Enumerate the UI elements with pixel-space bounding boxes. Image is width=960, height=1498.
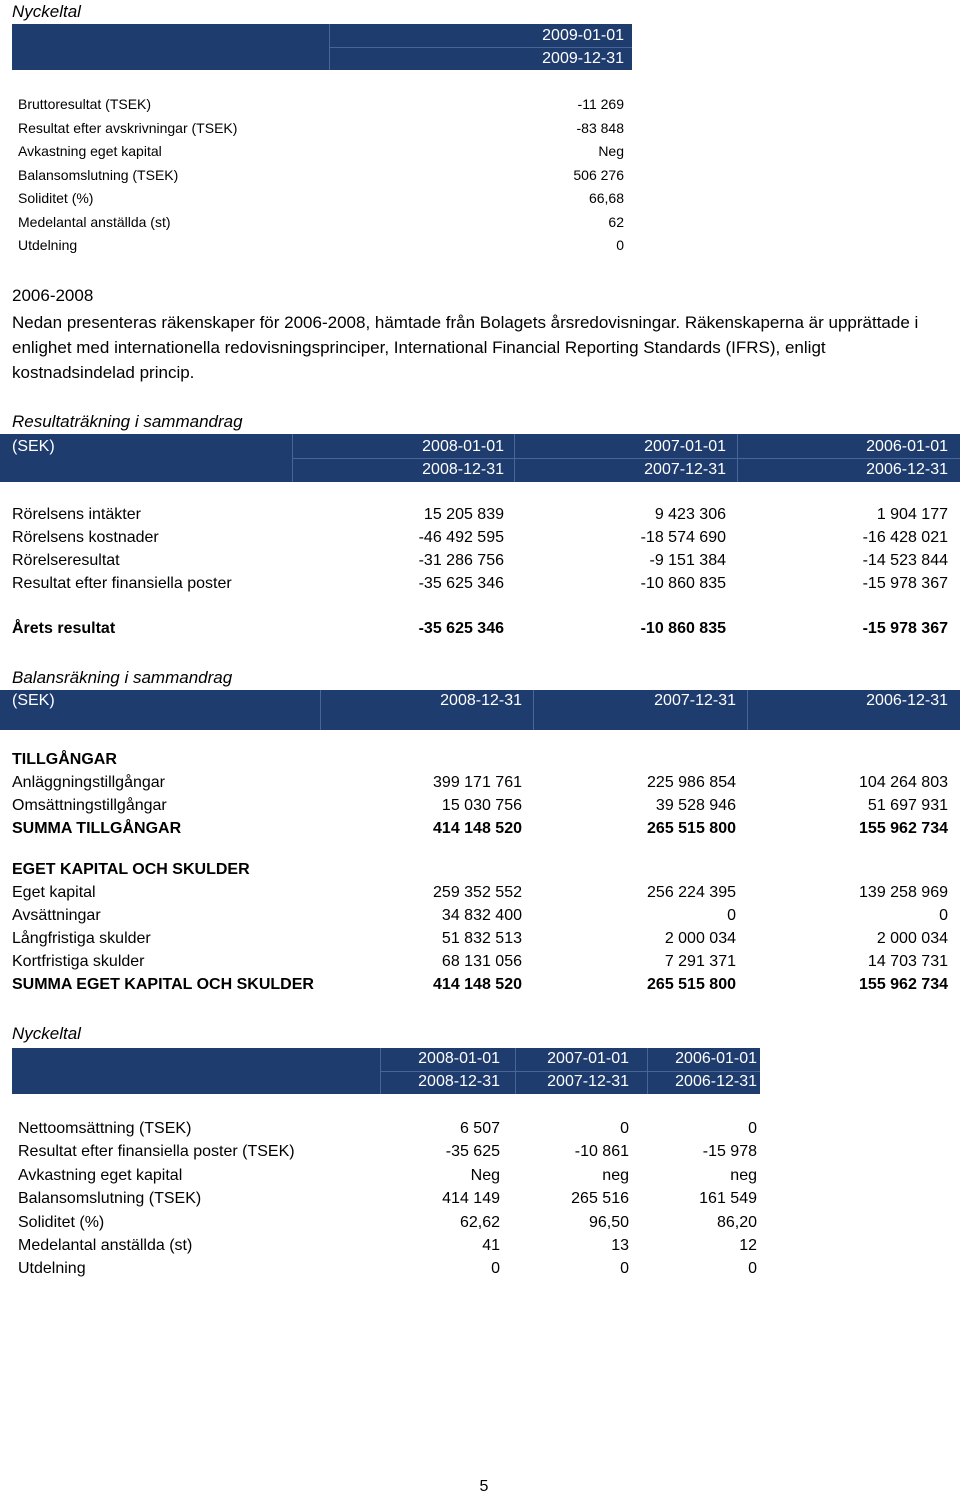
row-value: 39 528 946 — [655, 797, 736, 814]
intro-paragraph: Nedan presenteras räkenskaper för 2006-2008, hämtade från Bolagets årsredovisningar. Räkenskaperna är upprättade i enlighet med internationella redovisningsprinciper, International Financial Reporting Standards (IFRS), enligt kostnadsindelad princip. — [12, 313, 919, 382]
total-label: Årets resultat — [12, 620, 116, 637]
row-value: 0 — [939, 907, 948, 924]
row-label: Avkastning eget kapital — [18, 143, 162, 159]
income-period-to-2007: 2007-12-31 — [644, 461, 726, 478]
row-value: -46 492 595 — [418, 529, 504, 546]
income-currency: (SEK) — [12, 438, 55, 455]
total-value: 155 962 734 — [859, 820, 948, 837]
row-label: Omsättningstillgångar — [12, 797, 167, 814]
row-value: 6 507 — [459, 1120, 500, 1137]
row-value: 15 205 839 — [423, 506, 504, 523]
row-label: Utdelning — [18, 237, 78, 253]
row-label: Rörelsens intäkter — [12, 506, 141, 523]
kt2-period-from-2007: 2007-01-01 — [547, 1050, 629, 1067]
assets-heading: TILLGÅNGAR — [12, 751, 117, 768]
balance-title: Balansräkning i sammandrag — [12, 668, 233, 687]
total-value: 265 515 800 — [647, 820, 736, 837]
row-label: Utdelning — [18, 1260, 86, 1278]
row-value: 2 000 034 — [664, 930, 736, 947]
kt2-header — [12, 1048, 760, 1094]
total-value: 414 148 520 — [433, 976, 522, 993]
total-value: -15 978 367 — [862, 620, 948, 637]
total-value: -10 860 835 — [640, 620, 726, 637]
row-value: neg — [602, 1166, 629, 1184]
kt2-period-to-2008: 2008-12-31 — [418, 1073, 500, 1090]
total-value: 414 148 520 — [433, 820, 522, 837]
row-value: -35 625 346 — [418, 575, 504, 592]
row-value: 0 — [727, 907, 736, 924]
row-value: 1 904 177 — [876, 506, 948, 523]
kt2-period-from-2008: 2008-01-01 — [418, 1050, 500, 1067]
row-value: 225 986 854 — [647, 774, 736, 791]
row-label: Anläggningstillgångar — [12, 774, 165, 791]
row-value: 51 832 513 — [441, 930, 522, 947]
row-value: 2 000 034 — [876, 930, 948, 947]
kt2-period-to-2006: 2006-12-31 — [675, 1073, 757, 1090]
row-label: Avsättningar — [12, 907, 101, 924]
row-value: -9 151 384 — [649, 552, 726, 569]
kt1-title: Nyckeltal — [12, 2, 81, 21]
row-value: 14 703 731 — [867, 953, 948, 970]
section-heading-2006-2008: 2006-2008 — [12, 286, 94, 305]
total-label: SUMMA TILLGÅNGAR — [12, 820, 182, 837]
row-value: 62,62 — [459, 1213, 500, 1231]
income-period-to-2008: 2008-12-31 — [422, 461, 504, 478]
row-value: -10 861 — [574, 1143, 629, 1161]
row-value: 259 352 552 — [433, 884, 522, 901]
kt1-header — [12, 24, 632, 70]
row-value: 0 — [620, 1260, 629, 1278]
row-value: 15 030 756 — [441, 797, 522, 814]
row-value: 399 171 761 — [433, 774, 522, 791]
row-value: 9 423 306 — [654, 506, 726, 523]
income-period-from-2008: 2008-01-01 — [422, 438, 504, 455]
row-label: Resultat efter finansiella poster — [12, 575, 232, 592]
balance-date-2006: 2006-12-31 — [866, 692, 948, 709]
row-label: Balansomslutning (TSEK) — [18, 1190, 202, 1208]
row-value: 68 131 056 — [441, 953, 522, 970]
total-value: 155 962 734 — [859, 976, 948, 993]
row-value: 265 516 — [571, 1190, 629, 1208]
row-value: 41 — [482, 1237, 500, 1254]
row-value: Neg — [598, 143, 624, 159]
row-value: 161 549 — [699, 1190, 757, 1208]
row-value: -10 860 835 — [640, 575, 726, 592]
row-value: 0 — [748, 1120, 757, 1137]
row-value: -31 286 756 — [418, 552, 504, 569]
row-value: -15 978 — [702, 1143, 757, 1161]
row-value: 34 832 400 — [441, 907, 522, 924]
row-value: 12 — [739, 1237, 757, 1254]
income-period-from-2006: 2006-01-01 — [866, 438, 948, 455]
income-period-from-2007: 2007-01-01 — [644, 438, 726, 455]
row-value: -15 978 367 — [862, 575, 948, 592]
kt1-period-from: 2009-01-01 — [542, 27, 624, 44]
total-label: SUMMA EGET KAPITAL OCH SKULDER — [12, 976, 314, 993]
row-label: Medelantal anställda (st) — [18, 213, 171, 230]
row-label: Avkastning eget kapital — [18, 1166, 183, 1184]
row-label: Bruttoresultat (TSEK) — [18, 96, 152, 112]
row-label: Eget kapital — [12, 884, 96, 901]
liabilities-heading: EGET KAPITAL OCH SKULDER — [12, 861, 250, 878]
row-value: neg — [730, 1166, 757, 1184]
row-value: 7 291 371 — [664, 953, 736, 970]
kt2-period-to-2007: 2007-12-31 — [547, 1073, 629, 1090]
row-value: -14 523 844 — [862, 552, 948, 569]
page-number: 5 — [479, 1478, 489, 1495]
row-value: 139 258 969 — [859, 884, 948, 901]
kt1-period-to: 2009-12-31 — [542, 50, 624, 67]
balance-currency: (SEK) — [12, 692, 55, 709]
balance-date-2008: 2008-12-31 — [440, 692, 522, 709]
row-label: Soliditet (%) — [18, 190, 94, 206]
row-label: Rörelsens kostnader — [12, 529, 159, 546]
row-label: Kortfristiga skulder — [12, 953, 145, 970]
row-value: 256 224 395 — [647, 884, 736, 901]
row-value: 62 — [608, 213, 624, 230]
row-value: 51 697 931 — [867, 797, 948, 814]
income-period-to-2006: 2006-12-31 — [866, 461, 948, 478]
row-label: Soliditet (%) — [18, 1213, 105, 1231]
row-label: Balansomslutning (TSEK) — [18, 166, 179, 183]
balance-header — [0, 690, 960, 730]
row-value: -16 428 021 — [862, 529, 948, 546]
kt2-period-from-2006: 2006-01-01 — [675, 1050, 757, 1067]
row-label: Långfristiga skulder — [12, 930, 151, 947]
row-value: -35 625 — [445, 1143, 500, 1161]
row-value: -11 269 — [577, 96, 624, 112]
row-label: Resultat efter finansiella poster (TSEK) — [18, 1143, 295, 1161]
row-value: 0 — [620, 1120, 629, 1137]
row-value: 66,68 — [588, 190, 624, 206]
row-value: 13 — [611, 1237, 629, 1254]
row-label: Medelantal anställda (st) — [18, 1237, 193, 1254]
row-value: 104 264 803 — [859, 774, 948, 791]
row-value: Neg — [470, 1166, 500, 1184]
row-value: 0 — [748, 1260, 757, 1278]
balance-date-2007: 2007-12-31 — [654, 692, 736, 709]
row-value: 86,20 — [716, 1213, 757, 1231]
row-value: 0 — [491, 1260, 500, 1278]
total-value: -35 625 346 — [418, 620, 504, 637]
row-value: 0 — [616, 237, 624, 253]
row-value: 506 276 — [573, 166, 624, 183]
row-value: -83 848 — [576, 119, 624, 136]
row-value: -18 574 690 — [640, 529, 726, 546]
total-value: 265 515 800 — [647, 976, 736, 993]
row-label: Resultat efter avskrivningar (TSEK) — [18, 119, 238, 136]
row-value: 96,50 — [588, 1213, 629, 1231]
kt2-title: Nyckeltal — [12, 1024, 81, 1043]
row-label: Nettoomsättning (TSEK) — [18, 1120, 192, 1137]
income-header — [0, 434, 960, 482]
row-value: 414 149 — [442, 1190, 500, 1208]
row-label: Rörelseresultat — [12, 552, 120, 569]
income-title: Resultaträkning i sammandrag — [12, 412, 243, 431]
